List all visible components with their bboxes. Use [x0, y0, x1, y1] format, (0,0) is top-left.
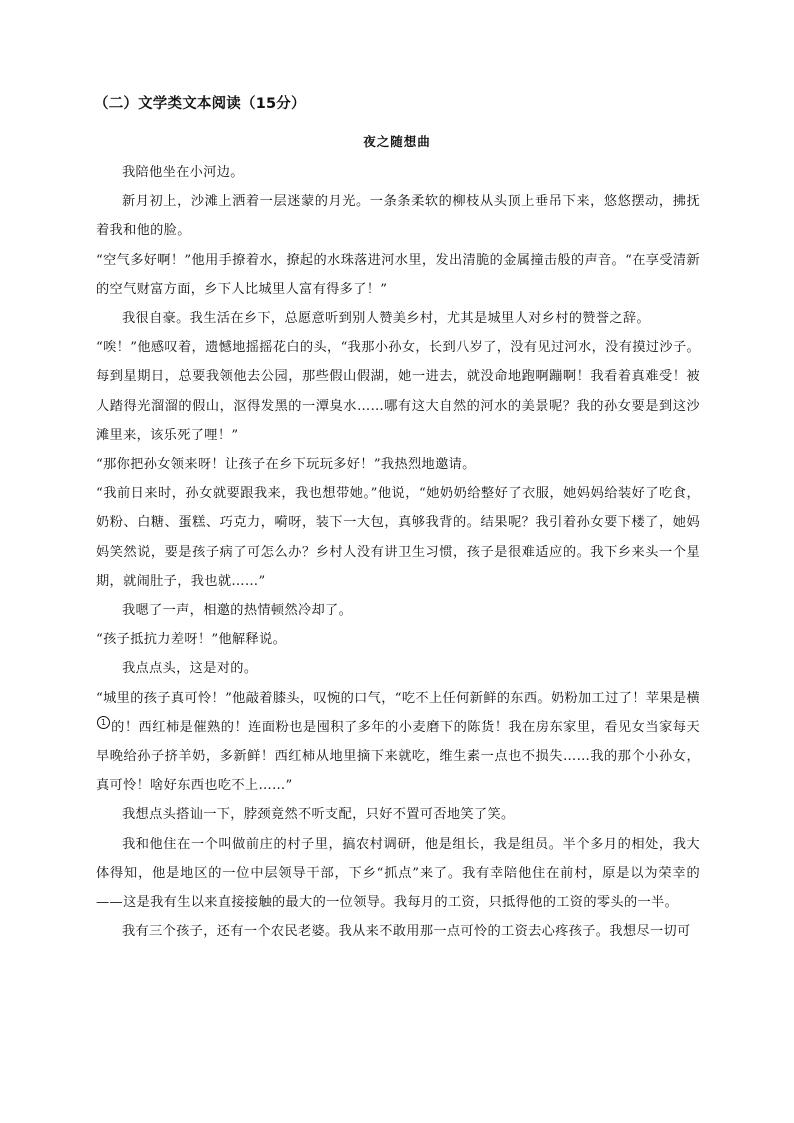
paragraph: 我和他住在一个叫做前庄的村子里，搞农村调研，他是组长，我是组员。半个多月的相处，我大体得知，他是地区的一位中层领导干部，下乡“抓点”来了。我有幸陪他住在前村，原是以为荣幸的——这是我有生以来直接接触的最大的一位领导。我每月的工资，只抵得他的工资的零头的一半。	[96, 836, 700, 911]
paragraph: 我陪他坐在小河边。	[122, 165, 244, 180]
story-title: 夜之随想曲	[363, 134, 431, 149]
paragraph-text-part: “城里的孩子真可怜！”他敲着膝头，叹惋的口气，“吃不上任何新鲜的东西。奶粉加工过了！苹果是横	[96, 690, 700, 706]
paragraph: 我点点头，这是对的。	[122, 661, 258, 677]
paragraph: “孩子抵抗力差呀！”他解释说。	[96, 632, 287, 648]
paragraph-with-footnote	[96, 684, 700, 801]
story-body	[96, 158, 700, 946]
paragraph: 我嗯了一声，相邀的热情顿然冷却了。	[122, 603, 353, 619]
paragraph: 我想点头搭讪一下，脖颈竟然不听支配，只好不置可否地笑了笑。	[122, 807, 515, 823]
paragraph: 新月初上，沙滩上洒着一层迷蒙的月光。一条条柔软的柳枝从头顶上垂吊下来，悠悠摆动，拂抚着我和他的脸。	[96, 194, 700, 239]
paragraph: “空气多好啊！”他用手撩着水，撩起的水珠落进河水里，发出清脆的金属撞击般的声音。“在享受清新的空气财富方面，乡下人比城里人富有得多了！”	[96, 252, 700, 297]
paragraph: 我有三个孩子，还有一个农民老婆。我从来不敢用那一点可怜的工资去心疼孩子。我想尽一切可	[122, 924, 691, 940]
footnote-marker: 1	[97, 716, 110, 729]
section-heading: （二）文学类文本阅读（15分）	[94, 96, 306, 112]
paragraph-text-part: 的！西红柿是催熟的！连面粉也是囤积了多年的小麦磨下的陈货！我在房东家里，看见女当家每天早晚给孙子挤羊奶，多新鲜！西红柿从地里摘下来就吃，维生素一点也不损失……我的那个小孙女，真可怜！啥好东西也吃不上……”	[96, 719, 700, 794]
paragraph: “那你把孙女领来呀！让孩子在乡下玩玩多好！”我热烈地邀请。	[96, 457, 476, 473]
paragraph: “唉！”他感叹着，遗憾地摇摇花白的头，“我那小孙女，长到八岁了，没有见过河水，没有摸过沙子。每到星期日，总要我领他去公园，那些假山假湖，她一进去，就没命地跑啊蹦啊！我看着真难受！被人踏得光溜溜的假山，沤得发黑的一潭臭水……哪有这大自然的河水的美景呢？我的孙女要是到这沙滩里来，该乐死了哩！”	[96, 340, 700, 443]
paragraph: 我很自豪。我生活在乡下，总愿意听到别人赞美乡村，尤其是城里人对乡村的赞誉之辞。	[122, 311, 650, 327]
paragraph: “我前日来时，孙女就要跟我来，我也想带她。”他说，“她奶奶给整好了衣服，她妈妈给装好了吃食，奶粉、白糖、蛋糕、巧克力，嗬呀，装下一大包，真够我背的。结果呢？我引着孙女要下楼了，她妈妈笑然说，要是孩子病了可怎么办？乡村人没有讲卫生习惯，孩子是很难适应的。我下乡来头一个星期，就闹肚子，我也就……”	[96, 486, 700, 589]
